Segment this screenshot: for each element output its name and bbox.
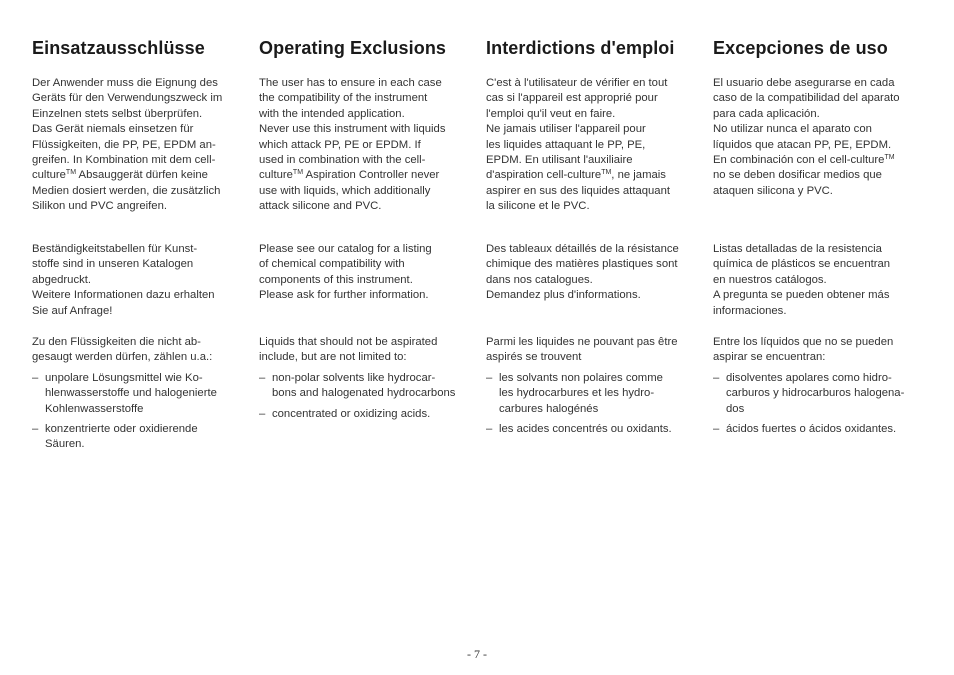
page-number: - 7 - bbox=[467, 647, 487, 661]
liquids-paragraph bbox=[713, 335, 925, 442]
section-heading: Einsatzausschlüsse bbox=[32, 38, 205, 58]
liquids-text: Parmi les liquides ne pouvant pas être aspirés se trouvent bbox=[486, 336, 678, 364]
list-item bbox=[486, 371, 698, 417]
liquids-list bbox=[486, 371, 698, 438]
intro-text-b: no se deben dosificar medios que ataquen silicona y PVC. bbox=[713, 169, 882, 197]
trademark-mark: TM bbox=[601, 169, 612, 177]
list-item-text: disolventes apolares como hidro- carburos y hidrocarburos halogena- dos bbox=[726, 371, 905, 415]
section-heading: Interdictions d'emploi bbox=[486, 38, 675, 58]
list-item bbox=[32, 422, 244, 453]
dash-mark: – bbox=[259, 371, 266, 384]
catalog-text: Beständigkeitstabellen für Kunst- stoffe sind in unseren Katalogen abgedruckt. Weitere Informationen dazu erhalten Sie auf Anfrage! bbox=[32, 243, 215, 317]
catalog-paragraph bbox=[713, 242, 925, 319]
list-item-text: concentrated or oxidizing acids. bbox=[272, 407, 431, 420]
dash-mark: – bbox=[32, 371, 39, 384]
catalog-paragraph bbox=[32, 242, 244, 319]
column-spanish bbox=[713, 36, 925, 436]
liquids-list bbox=[259, 371, 471, 422]
list-item bbox=[486, 422, 698, 437]
list-item bbox=[259, 371, 471, 402]
column-english bbox=[259, 36, 471, 420]
liquids-list bbox=[32, 371, 244, 453]
section-heading: Operating Exclusions bbox=[259, 38, 447, 58]
list-item-text: non-polar solvents like hydrocar- bons and halogenated hydrocarbons bbox=[272, 371, 456, 400]
catalog-text: Please see our catalog for a listing of chemical compatibility with components of this instrument. Please ask for further information. bbox=[259, 243, 432, 302]
intro-text-a: El usuario debe asegurarse en cada caso de la compatibilidad del aparato para cada aplicación. No utilizar nunca el aparato con líquidos que atacan PP, PE, EPDM. En combinación con el cell-culture bbox=[713, 77, 900, 167]
intro-text-b: , ne jamais aspirer en sus des liquides attaquant la silicone et le PVC. bbox=[486, 169, 671, 213]
list-item bbox=[259, 407, 471, 422]
section-heading: Excepciones de uso bbox=[713, 38, 888, 58]
intro-text-b: Aspiration Controller never use with liquids, which additionally attack silicone and PVC. bbox=[259, 169, 440, 213]
list-item-text: ácidos fuertes o ácidos oxidantes. bbox=[726, 423, 897, 436]
intro-paragraph bbox=[713, 76, 925, 199]
list-item bbox=[713, 371, 925, 417]
catalog-paragraph bbox=[486, 242, 698, 304]
catalog-text: Listas detalladas de la resistencia química de plásticos se encuentran en nuestros catálogos. A pregunta se pueden obtener más informaciones. bbox=[713, 243, 891, 317]
column-french bbox=[486, 36, 698, 436]
trademark-mark: TM bbox=[292, 169, 304, 177]
intro-text-b: Absauggerät dürfen keine Medien dosiert werden, die zusätzlich Silikon und PVC angreifen. bbox=[32, 169, 221, 213]
catalog-text: Des tableaux détaillés de la résistance chimique des matières plastiques sont dans nos catalogues. Demandez plus d'informations. bbox=[486, 243, 679, 302]
intro-paragraph bbox=[32, 76, 244, 215]
dash-mark: – bbox=[32, 423, 39, 436]
liquids-list bbox=[713, 371, 925, 438]
liquids-text: Liquids that should not be aspirated include, but are not limited to: bbox=[259, 336, 438, 364]
intro-text-a: C'est à l'utilisateur de vérifier en tout cas si l'appareil est approprié pour l'emploi qu'il veut en faire. Ne jamais utiliser l'appareil pour les liquides attaquant le PP, PE, EPDM. En utilisant l'auxiliaire d'aspiration cell-culture bbox=[486, 77, 668, 182]
liquids-paragraph bbox=[486, 335, 698, 442]
intro-paragraph bbox=[259, 76, 471, 215]
list-item-text: les acides concentrés ou oxidants. bbox=[499, 423, 672, 436]
dash-mark: – bbox=[713, 371, 720, 384]
liquids-text: Zu den Flüssigkeiten die nicht ab- gesaugt werden dürfen, zählen u.a.: bbox=[32, 336, 213, 364]
trademark-mark: TM bbox=[884, 154, 895, 162]
trademark-mark: TM bbox=[65, 169, 77, 177]
dash-mark: – bbox=[713, 423, 720, 436]
dash-mark: – bbox=[259, 407, 266, 420]
list-item-text: les solvants non polaires comme les hydrocarbures et les hydro- carbures halogénés bbox=[499, 371, 663, 415]
dash-mark: – bbox=[486, 371, 493, 384]
dash-mark: – bbox=[486, 423, 493, 436]
intro-paragraph bbox=[486, 76, 698, 215]
list-item-text: konzentrierte oder oxidierende Säuren. bbox=[45, 423, 198, 451]
list-item bbox=[713, 422, 925, 437]
column-german bbox=[32, 36, 244, 451]
liquids-paragraph bbox=[259, 335, 471, 427]
list-item bbox=[32, 371, 244, 417]
catalog-paragraph bbox=[259, 242, 471, 304]
intro-text-a: The user has to ensure in each case the compatibility of the instrument with the intended application. Never use this instrument with liquids which attack PP, PE or EPDM. If used in combination with the cell- culture bbox=[259, 77, 446, 182]
liquids-paragraph bbox=[32, 335, 244, 458]
intro-text-a: Der Anwender muss die Eignung des Geräts für den Verwendungszweck im Einzelnen stets selbst überprüfen. Das Gerät niemals einsetzen für Flüssigkeiten, die PP, PE, EPDM an- greifen. In Kombination mit dem cell- culture bbox=[32, 77, 223, 182]
liquids-text: Entre los líquidos que no se pueden aspirar se encuentran: bbox=[713, 336, 894, 364]
list-item-text: unpolare Lösungsmittel wie Ko- hlenwasserstoffe und halogenierte Kohlenwasserstoffe bbox=[45, 371, 217, 415]
